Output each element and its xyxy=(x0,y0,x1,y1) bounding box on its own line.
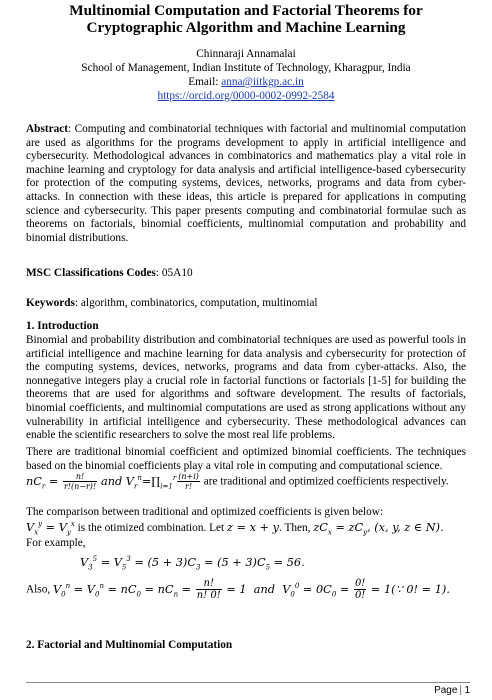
abstract xyxy=(26,123,466,245)
page-number: 1 xyxy=(464,685,470,696)
email-line xyxy=(0,76,492,89)
also-label: Also, xyxy=(26,583,53,596)
then-text: . Then, xyxy=(279,521,314,534)
abstract-text: : Computing and combinatorial techniques with factorial and multinomial computation are used as algorithms for the programs development to apply in artificial intelligence and cybersecurity. Methodological advances in combinatorics and mathematics play a vital role in machine learning and cryptology for data analysis and artificial intelligence-based cybersecurity for protection of the computing systems, devices, networks, programs and data from cyber-attacks. In connection with these ideas, this article is prepared for applications in computing science and cybersecurity. This paper presents computing and combinatorial formulae such as theorems on factorials, binomial coefficients, multinomial computation and probability and binomial distributions. xyxy=(26,123,466,244)
affiliation: School of Management, Indian Institute of Technology, Kharagpur, India xyxy=(81,62,411,74)
msc-codes xyxy=(26,267,466,281)
keywords xyxy=(26,297,466,311)
symmetry-formula: $V_x^y = V_y^x$ xyxy=(26,520,75,537)
formula-traditional: $nC_r$ = $\frac{n!}{r!(n-r)!}$ xyxy=(26,472,97,491)
orcid-link[interactable]: https://orcid.org/0000-0002-0992-2584 xyxy=(157,90,335,102)
optimized-combination-line xyxy=(26,520,444,536)
msc-label: MSC Classifications Codes xyxy=(26,267,156,279)
footer-separator xyxy=(460,685,461,695)
formula-description: are traditional and optimized coefficients respectively. xyxy=(200,475,449,488)
for-example: For example, xyxy=(26,537,86,549)
example-formula-2: Also, $V_0^n = V_0^n = nC_0 = nC_n$ = $\frac{n!}{n! 0!}$ = 1 and $V_0^0 = 0C_0$ = $\frac{0!}{0!}$ = 1(∵ 0! = 1). xyxy=(26,578,450,601)
author-name: Chinnaraji Annamalai xyxy=(196,48,296,60)
then-formula: $zC_x = zC_y$, (x, y, z ∈ N). xyxy=(313,520,444,537)
msc-value: : 05A10 xyxy=(155,267,193,279)
orcid-line xyxy=(0,90,492,103)
let-formula: z = x + y xyxy=(227,520,279,534)
coefficient-formula xyxy=(26,472,449,491)
section1-heading: 1. Introduction xyxy=(26,320,99,332)
section2-heading: 2. Factorial and Multinomial Computation xyxy=(26,639,233,651)
example-formula-1: $V_3^5 = V_5^3 = (5 + 3)C_3 = (5 + 3)C_5 = 56$. xyxy=(80,555,305,572)
page-footer xyxy=(434,685,470,696)
email-label: Email: xyxy=(188,76,222,88)
footer-divider xyxy=(26,682,470,683)
optimized-text: is the otimized combination. Let xyxy=(74,521,227,534)
keywords-label: Keywords xyxy=(26,297,75,309)
abstract-label: Abstract xyxy=(26,123,69,135)
page-label: Page xyxy=(434,685,458,696)
email-link[interactable]: anna@iitkgp.ac.in xyxy=(221,76,304,88)
paper-title: Multinomial Computation and Factorial Theorems for Cryptographic Algorithm and Machine Learning xyxy=(69,2,423,36)
keywords-value: : algorithm, combinatorics, computation, multinomial xyxy=(74,297,318,309)
intro-paragraph-1: Binomial and probability distribution and combinatorial techniques are used as powerful tools in artificial intelligence and machine learning for data analysis and cybersecurity for protection of the computing systems, devices, networks, programs and data from cyber-attacks. Also, the nonnegative integers play a crucial role in factorial functions or factorials [1-5] for building the theorems that are used for algorithms and software development. The results of factorials, binomial coefficients, and multinomial computations are used as strong applications without any vulnerability in artificial intelligence and cybersecurity. These methodological advances can enable the scientific researchers to solve the most real life problems. xyxy=(26,334,466,442)
comparison-sentence: The comparison between traditional and optimized coefficients is given below: xyxy=(26,506,384,518)
intro-paragraph-2: There are traditional binomial coefficient and optimized binomial coefficients. The techniques based on the binomial coefficients play a vital role in computing and computational science. xyxy=(26,446,466,472)
formula-optimized: and $V_r^n=\prod_{i=1}^r$ $\frac{(n+i)}{r!}$ xyxy=(100,472,199,491)
